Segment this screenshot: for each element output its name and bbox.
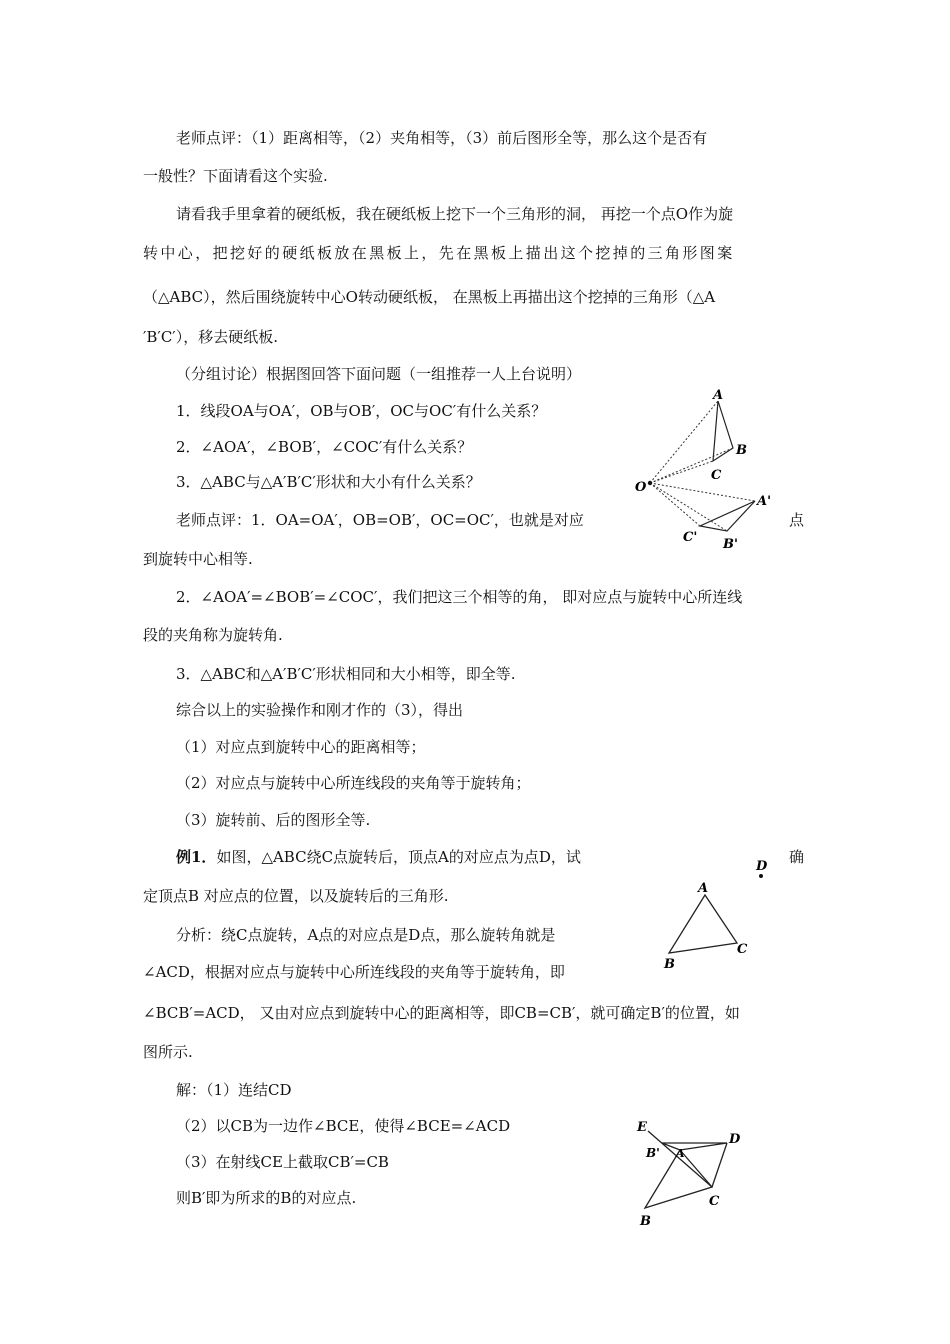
text-line: 点: [789, 511, 805, 529]
point-o: [648, 481, 652, 485]
text-line: 老师点评：（1）距离相等，（2）夹角相等，（3）前后图形全等，那么这个是否有: [176, 129, 708, 147]
text-line: （分组讨论）根据图回答下面问题（一组推荐一人上台说明）: [176, 365, 582, 383]
label-a: A: [698, 881, 709, 896]
text-line: 转中心，把挖好的硬纸板放在黑板上，先在黑板上描出这个挖掉的三角形图案: [143, 244, 735, 262]
example-text: 如图，△ABC绕C点旋转后，顶点A的对应点为点D，试: [216, 848, 581, 866]
label-b-prime: B': [646, 1146, 660, 1160]
text-line: 段的夹角称为旋转角.: [143, 626, 283, 644]
text-line: （2）以CB为一边作∠BCE，使得∠BCE=∠ACD: [176, 1117, 511, 1135]
text-line: 分析：绕C点旋转，A点的对应点是D点，那么旋转角就是: [176, 926, 556, 944]
text-line: [176, 847, 581, 867]
triangle-abc: [713, 401, 733, 461]
label-c-prime: C': [683, 530, 698, 545]
text-line: 则B′即为所求的B的对应点.: [176, 1189, 357, 1207]
text-line: （3）在射线CE上截取CB′=CB: [176, 1153, 389, 1171]
text-line: 3．△ABC和△A′B′C′形状相同和大小相等，即全等.: [176, 665, 516, 683]
segment-oa-prime: [650, 483, 755, 501]
text-line: 一般性？下面请看这个实验.: [143, 167, 328, 185]
label-b: B: [736, 443, 747, 458]
label-b: B: [664, 957, 675, 972]
text-line: （△ABC），然后围绕旋转中心O转动硬纸板， 在黑板上再描出这个挖掉的三角形（△A: [143, 288, 716, 306]
segment-oc: [650, 461, 713, 483]
triangle-abc: [669, 895, 737, 953]
segment-cd: [712, 1143, 727, 1187]
text-line: 2．∠AOA′，∠BOB′，∠COC′有什么关系？: [176, 438, 473, 456]
example-triangle-figure: [655, 855, 775, 975]
segment-oc-prime: [650, 483, 700, 526]
label-c: C: [711, 468, 722, 483]
segment-a-d: [680, 1143, 727, 1150]
text-line: 图所示.: [143, 1043, 193, 1061]
solution-figure: [630, 1115, 750, 1235]
text-line: （1）对应点到旋转中心的距离相等；: [176, 738, 426, 756]
text-line: 到旋转中心相等.: [143, 550, 253, 568]
label-d: D: [756, 859, 768, 874]
text-line: 老师点评：1．OA=OA′，OB=OB′，OC=OC′，也就是对应: [176, 511, 584, 529]
label-d: D: [729, 1132, 741, 1147]
text-line: （2）对应点与旋转中心所连线段的夹角等于旋转角；: [176, 774, 531, 792]
triangle-abc-rotated: [700, 501, 755, 531]
segment-ob-prime: [650, 483, 727, 531]
text-line: 确: [789, 848, 805, 866]
text-line: 3．△ABC与△A′B′C′形状和大小有什么关系？: [176, 473, 481, 491]
text-line: 请看我手里拿着的硬纸板，我在硬纸板上挖下一个三角形的洞， 再挖一个点O作为旋: [176, 205, 734, 223]
text-line: （3）旋转前、后的图形全等.: [176, 811, 371, 829]
text-line: ∠BCB′=ACD， 又由对应点到旋转中心的距离相等，即CB=CB′，就可确定B′的位置，如: [143, 1004, 740, 1022]
label-b-prime: B': [723, 537, 738, 552]
label-a-prime: A': [757, 494, 772, 509]
label-c: C: [737, 942, 748, 957]
text-line: 定顶点B 对应点的位置，以及旋转后的三角形.: [143, 887, 449, 905]
label-a: A: [676, 1147, 685, 1160]
label-b: B: [640, 1214, 651, 1229]
point-d: [759, 874, 763, 878]
text-line: 2．∠AOA′=∠BOB′=∠COC′，我们把这三个相等的角， 即对应点与旋转中心所连线: [176, 588, 743, 606]
label-e: E: [637, 1120, 647, 1135]
label-o: O: [635, 480, 647, 495]
text-line: ∠ACD，根据对应点与旋转中心所连线段的夹角等于旋转角，即: [143, 963, 565, 981]
text-line: 1．线段OA与OA′，OB与OB′，OC与OC′有什么关系？: [176, 402, 547, 420]
label-c: C: [709, 1194, 720, 1209]
text-line: 解：（1）连结CD: [176, 1081, 292, 1099]
text-line: ′B′C′），移去硬纸板.: [143, 328, 278, 346]
label-a: A: [713, 388, 724, 403]
rotation-figure: [625, 385, 785, 560]
text-line: 综合以上的实验操作和刚才作的（3），得出: [176, 701, 464, 719]
example-label: 例1．: [176, 848, 217, 866]
